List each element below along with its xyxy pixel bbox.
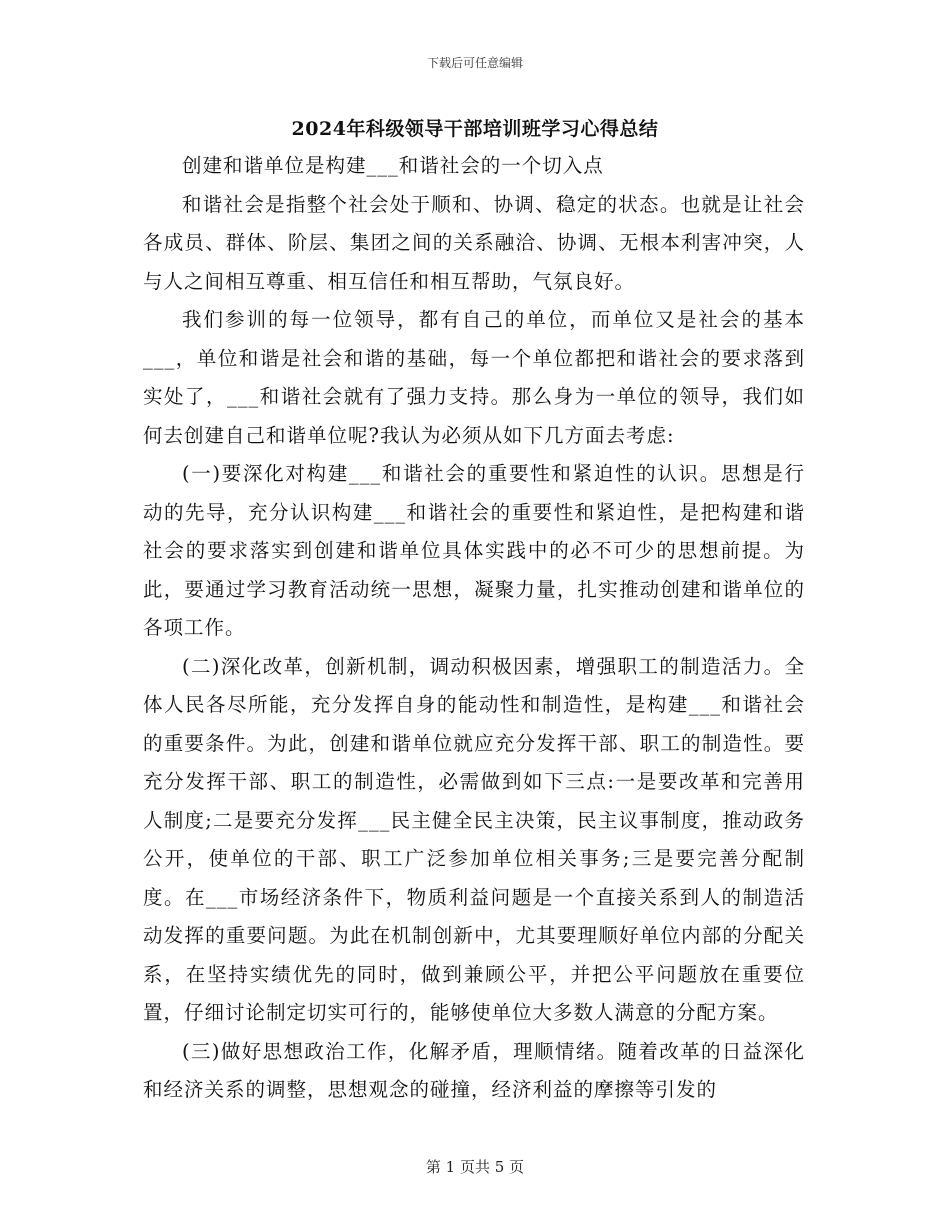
page-header-note: 下载后可任意编辑 bbox=[426, 56, 523, 70]
paragraph-point-two: (二)深化改革，创新机制，调动积极因素，增强职工的制造活力。全体人民各尽所能，充分发挥自身的能动性和制造性，是构建___和谐社会的重要条件。为此，创建和谐单位就应充分发挥干部、职工的制造性。要充分发挥干部、职工的制造性，必需做到如下三点:一是要改革和完善用人制度;二是要充分发挥___民主健全民主决策，民主议事制度，推动政务公开，使单位的干部、职工广泛参加单位相关事务;三是要完善分配制度。在___市场经济条件下，物质利益问题是一个直接关系到人的制造活动发挥的重要问题。为此在机制创新中，尤其要理顺好单位内部的分配关系，在坚持实绩优先的同时，做到兼顾公平，并把公平问题放在重要位置，仔细讨论制定切实可行的，能够使单位大多数人满意的分配方案。 bbox=[143, 654, 805, 1024]
page-number: 第 1 页共 5 页 bbox=[425, 1158, 525, 1176]
paragraph-point-one: (一)要深化对构建___和谐社会的重要性和紧迫性的认识。思想是行动的先导，充分认识构建___和谐社会的重要性和紧迫性，是把构建和谐社会的要求落实到创建和谐单位具体实践中的必不可少的思想前提。为此，要通过学习教育活动统一思想，凝聚力量，扎实推动创建和谐单位的各项工作。 bbox=[143, 462, 805, 639]
paragraph-point-three: (三)做好思想政治工作，化解矛盾，理顺情绪。随着改革的日益深化和经济关系的调整，思想观念的碰撞，经济利益的摩擦等引发的 bbox=[143, 1039, 805, 1101]
paragraph-introduction: 我们参训的每一位领导，都有自己的单位，而单位又是社会的基本___，单位和谐是社会和谐的基础，每一个单位都把和谐社会的要求落到实处了，___和谐社会就有了强力支持。那么身为一单位的领导，我们如何去创建自己和谐单位呢?我认为必须从如下几方面去考虑: bbox=[143, 308, 805, 447]
paragraph-definition: 和谐社会是指整个社会处于顺和、协调、稳定的状态。也就是让社会各成员、群体、阶层、集团之间的关系融洽、协调、无根本利害冲突，人与人之间相互尊重、相互信任和相互帮助，气氛良好。 bbox=[143, 192, 805, 293]
paragraph-subtitle: 创建和谐单位是构建___和谐社会的一个切入点 bbox=[182, 154, 604, 177]
document-title: 2024年科级领导干部培训班学习心得总结 bbox=[291, 118, 659, 140]
document-body bbox=[143, 147, 805, 1110]
